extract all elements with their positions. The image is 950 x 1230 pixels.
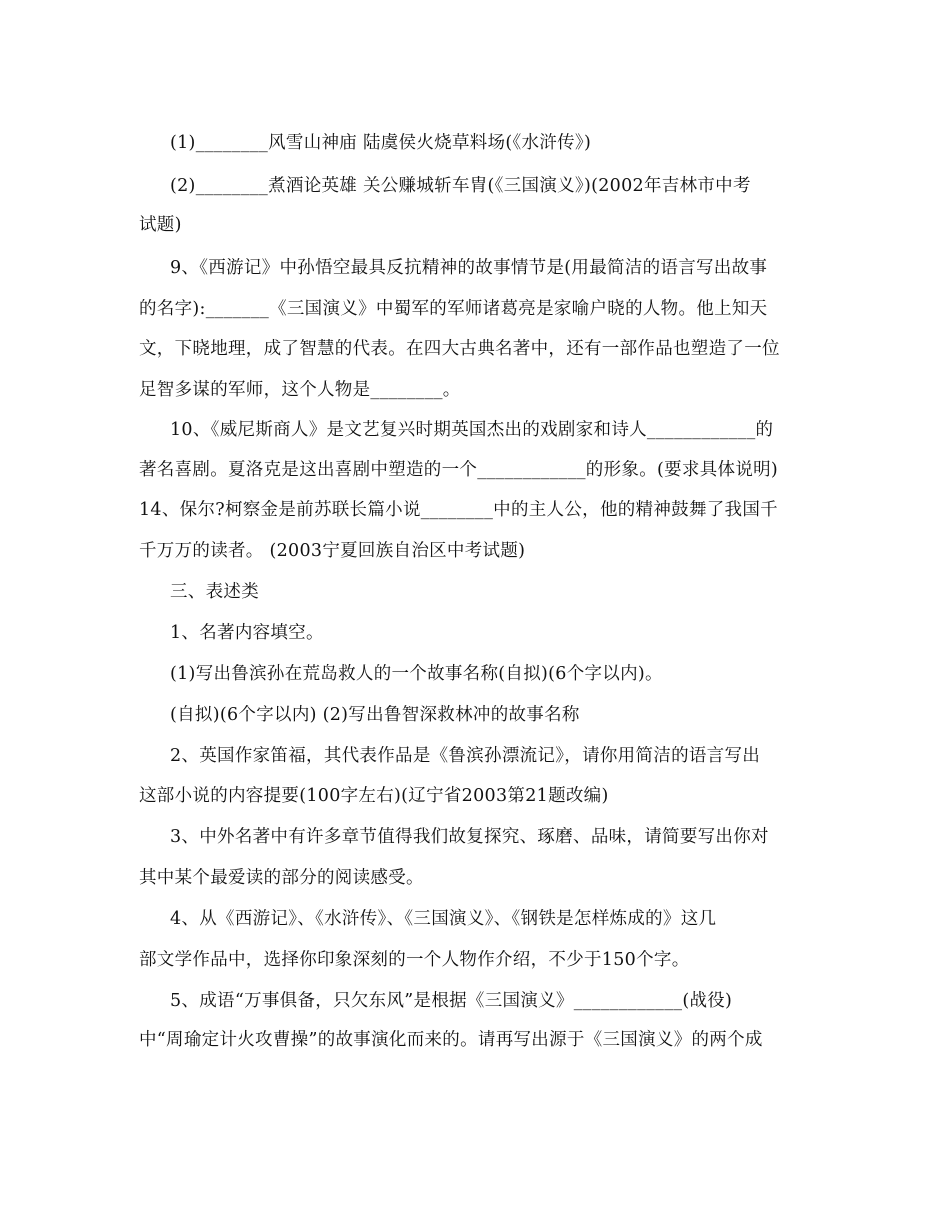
text-line-6: 文，下晓地理，成了智慧的代表。在四大古典名著中，还有一部作品也塑造了一位 xyxy=(139,339,780,359)
text-line-5: 的名字):_______《三国演义》中蜀军的军师诸葛亮是家喻户晓的人物。他上知天 xyxy=(139,299,768,319)
text-line-21: 部文学作品中，选择你印象深刻的一个人物作介绍，不少于150个字。 xyxy=(139,950,690,970)
text-line-1: (1)________风雪山神庙 陆虞侯火烧草料场(《水浒传》) xyxy=(170,133,592,153)
text-line-13: 1、名著内容填空。 xyxy=(170,623,324,643)
text-line-10: 14、保尔?柯察金是前苏联长篇小说________中的主人公，他的精神鼓舞了我国千 xyxy=(139,500,778,520)
text-line-20: 4、从《西游记》、《水浒传》、《三国演义》、《钢铁是怎样炼成的》这几 xyxy=(170,909,717,929)
text-line-8: 10、《威尼斯商人》是文艺复兴时期英国杰出的戏剧家和诗人____________的 xyxy=(170,420,774,440)
text-line-4: 9、《西游记》中孙悟空最具反抗精神的故事情节是(用最简洁的语言写出故事 xyxy=(170,258,768,278)
text-line-19: 其中某个最爱读的部分的阅读感受。 xyxy=(139,868,424,888)
text-line-18: 3、中外名著中有许多章节值得我们故复探究、琢磨、品味，请简要写出你对 xyxy=(170,827,769,847)
text-line-11: 千万万的读者。 (2003宁夏回族自治区中考试题) xyxy=(139,541,526,561)
text-line-14: (1)写出鲁滨孙在荒岛救人的一个故事名称(自拟)(6个字以内)。 xyxy=(170,664,663,684)
text-line-17: 这部小说的内容提要(100字左右)(辽宁省2003第21题改编) xyxy=(139,786,609,806)
text-line-3: 试题) xyxy=(139,215,182,235)
text-line-15: (自拟)(6个字以内) (2)写出鲁智深救林冲的故事名称 xyxy=(170,705,580,725)
text-line-2: (2)________煮酒论英雄 关公赚城斩车胄(《三国演义》)(2002年吉林市中考 xyxy=(170,176,751,196)
text-line-9: 著名喜剧。夏洛克是这出喜剧中塑造的一个____________的形象。(要求具体说明) xyxy=(139,460,779,480)
text-line-7: 足智多谋的军师，这个人物是________。 xyxy=(139,380,461,400)
text-line-16: 2、英国作家笛福，其代表作品是《鲁滨孙漂流记》，请你用简洁的语言写出 xyxy=(170,746,761,766)
text-line-23: 中“周瑜定计火攻曹操”的故事演化而来的。请再写出源于《三国演义》的两个成 xyxy=(139,1030,763,1050)
text-line-22: 5、成语“万事俱备，只欠东风”是根据《三国演义》____________(战役) xyxy=(170,991,733,1011)
text-line-12: 三、表述类 xyxy=(170,582,259,602)
